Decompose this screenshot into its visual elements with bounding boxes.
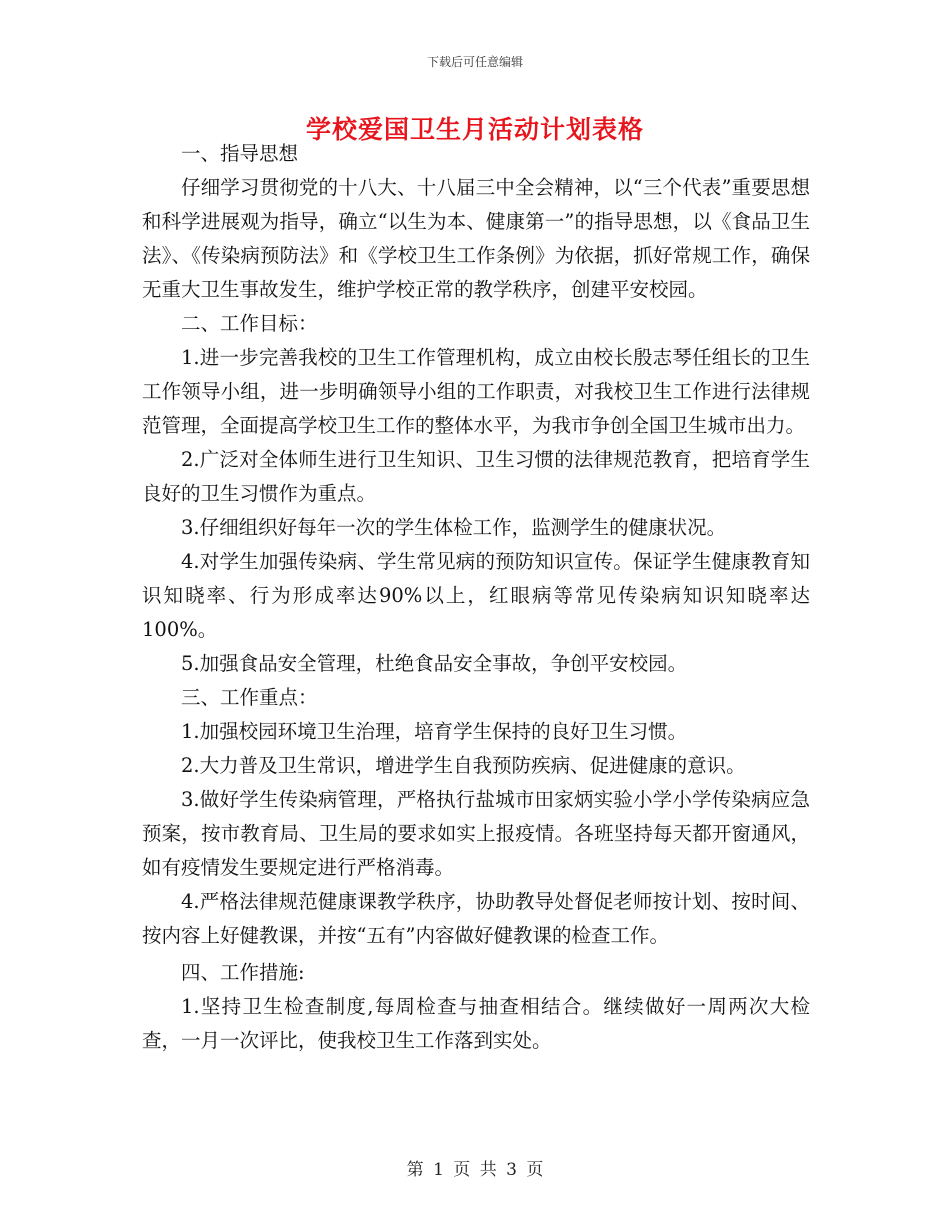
page-number: 第 1 页 共 3 页 [406,1160,544,1180]
paragraph: 1.坚持卫生检查制度,每周检查与抽查相结合。继续做好一周两次大检查，一月一次评比，使我校卫生工作落到实处。 [142,995,810,1052]
paragraph: 3.仔细组织好每年一次的学生体检工作，监测学生的健康状况。 [181,516,727,539]
document-body [142,137,810,1058]
paragraph: 2.广泛对全体师生进行卫生知识、卫生习惯的法律规范教育，把培育学生良好的卫生习惯作为重点。 [142,448,810,505]
section-heading: 四、工作措施: [181,961,305,984]
paragraph: 4.对学生加强传染病、学生常见病的预防知识宣传。保证学生健康教育知识知晓率、行为形成率达90%以上，红眼病等常见传染病知识知晓率达100%。 [142,550,810,641]
paragraph: 5.加强食品安全管理，杜绝食品安全事故，争创平安校园。 [181,652,688,675]
paragraph: 1.进一步完善我校的卫生工作管理机构，成立由校长殷志琴任组长的卫生工作领导小组，进一步明确领导小组的工作职责，对我校卫生工作进行法律规范管理，全面提高学校卫生工作的整体水平，为我市争创全国卫生城市出力。 [142,346,810,437]
paragraph: 2.大力普及卫生常识，增进学生自我预防疾病、促进健康的意识。 [181,754,746,777]
paragraph: 1.加强校园环境卫生治理，培育学生保持的良好卫生习惯。 [181,720,688,743]
paragraph: 4.严格法律规范健康课教学秩序，协助教导处督促老师按计划、按时间、按内容上好健教课，并按“五有”内容做好健教课的检查工作。 [142,890,810,947]
paragraph: 仔细学习贯彻党的十八大、十八届三中全会精神，以“三个代表”重要思想和科学进展观为指导，确立“以生为本、健康第一”的指导思想，以《食品卫生法》、《传染病预防法》和《学校卫生工作条例》为依据，抓好常规工作，确保无重大卫生事故发生，维护学校正常的教学秩序，创建平安校园。 [142,176,810,301]
section-heading: 一、指导思想 [181,142,299,165]
section-heading: 三、工作重点： [181,686,318,709]
page-header-note: 下载后可任意编辑 [426,55,523,69]
paragraph: 3.做好学生传染病管理，严格执行盐城市田家炳实验小学小学传染病应急预案，按市教育局、卫生局的要求如实上报疫情。各班坚持每天都开窗通风，如有疫情发生要规定进行严格消毒。 [142,788,810,879]
section-heading: 二、工作目标： [181,312,318,335]
document-title: 学校爱国卫生月活动计划表格 [305,115,644,144]
